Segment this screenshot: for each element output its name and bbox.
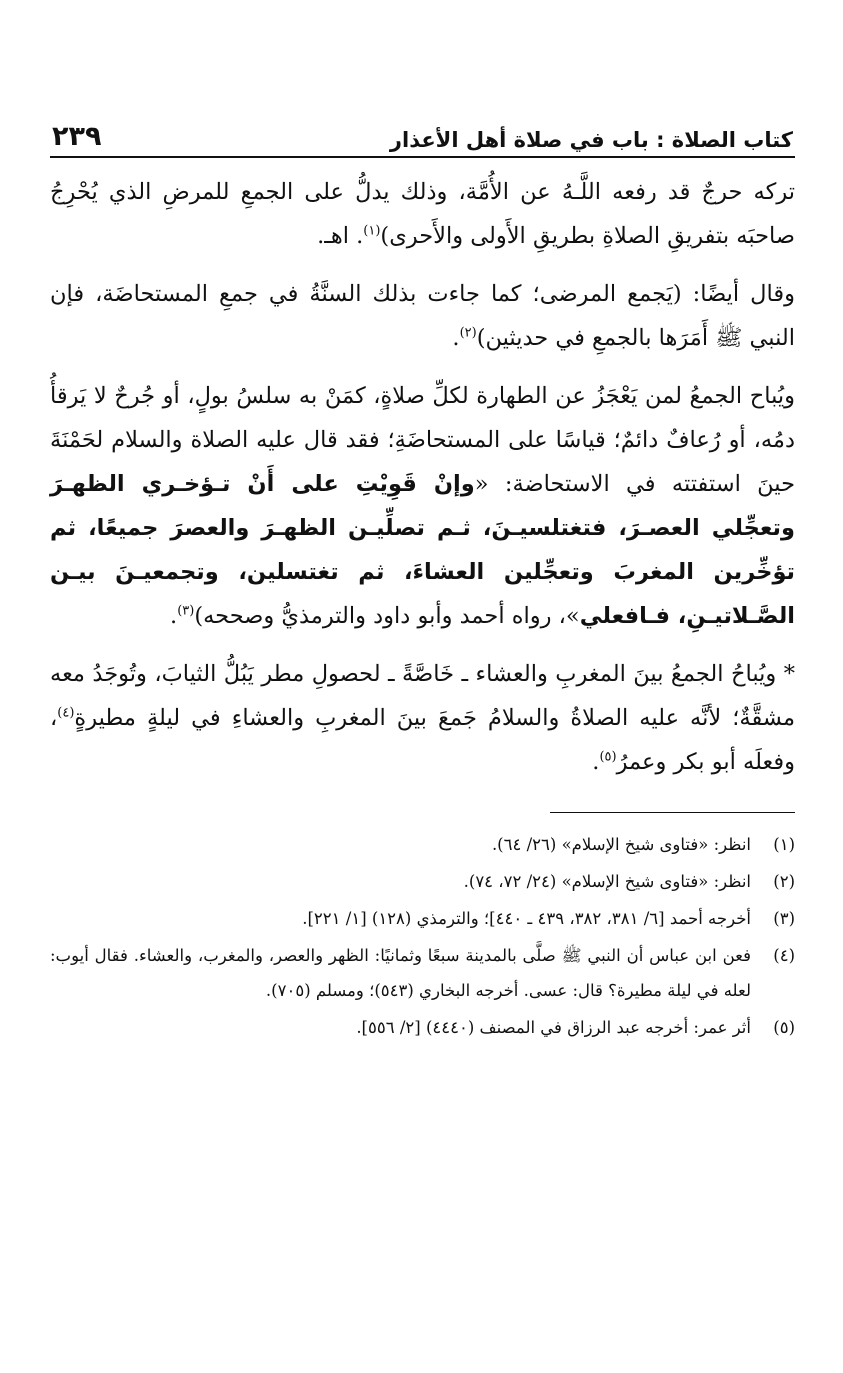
book-page xyxy=(50,108,795,1047)
footnote-number: (٤) xyxy=(773,946,795,965)
footnote-text: أثر عمر: أخرجه عبد الرزاق في المصنف (٤٤٤٠) [٢/ ٥٥٦]. xyxy=(356,1018,751,1037)
text-run: ويُباح الجمعُ لمن يَعْجَزُ عن الطهارة لكلِّ صلاةٍ، كمَنْ به سلسُ بولٍ، أو جُرحٌ لا يَرقأُ دمُه، أو رُعافٌ دائمٌ؛ قياسًا على المستحاضَةِ؛ فقد قال عليه الصلاة والسلام لحَمْنَةَ حينَ استفتته في الاستحاضة: « xyxy=(50,383,795,497)
text-run: . xyxy=(452,325,460,351)
text-run: »، رواه أحمد وأبو داود والترمذيُّ وصححه) xyxy=(194,603,580,629)
running-title: كتاب الصلاة : باب في صلاة أهل الأعذار xyxy=(389,128,793,152)
footnotes xyxy=(50,827,795,1045)
footnote-text: انظر: «فتاوى شيخ الإسلام» (٢٤/ ٧٢، ٧٤). xyxy=(463,872,751,891)
text-run: . اهـ. xyxy=(317,223,364,249)
paragraph xyxy=(50,170,795,258)
footnote xyxy=(50,827,795,862)
footnote-separator xyxy=(550,812,795,813)
main-text xyxy=(50,170,795,784)
footnote-text: أخرجه أحمد [٦/ ٣٨١، ٣٨٢، ٤٣٩ ـ ٤٤٠]؛ والترمذي (١٢٨) [١/ ٢٢١]. xyxy=(302,909,751,928)
footnote-number: (٥) xyxy=(773,1018,795,1037)
footnote-text: فعن ابن عباس أن النبي ﷺ صلَّى بالمدينة سبعًا وثمانيًا: الظهر والعصر، والمغرب، والعشاء. فقال أيوب: لعله في ليلة مطيرة؟ قال: عسى. أخرجه البخاري (٥٤٣)؛ ومسلم (٧٠٥). xyxy=(50,946,751,1000)
paragraph xyxy=(50,272,795,360)
paragraph xyxy=(50,374,795,638)
footnote xyxy=(50,938,795,1008)
footnote-ref: (١) xyxy=(363,223,381,239)
footnote-number: (١) xyxy=(773,835,795,854)
footnote xyxy=(50,901,795,936)
footnote-ref: (٤) xyxy=(57,705,75,721)
footnote xyxy=(50,864,795,899)
text-run: * ويُباحُ الجمعُ بينَ المغربِ والعشاء ـ خَاصَّةً ـ لحصولِ مطر يَبُلُّ الثيابَ، وتُوجَدُ معه مشقَّةٌ؛ لأنَّه عليه الصلاةُ والسلامُ جَمعَ بينَ المغربِ والعشاءِ في ليلةٍ مطيرةٍ xyxy=(50,661,795,731)
footnote-ref: (٢) xyxy=(459,325,477,341)
text-run: ، وفعلَه أبو بكر وعمرُ xyxy=(50,705,795,775)
text-run: . xyxy=(592,749,600,775)
text-run: وقال أيضًا: (يَجمع المرضى؛ كما جاءت بذلك السنَّةُ في جمعِ المستحاضَة، فإن النبي ﷺ أَمَرَها بالجمعِ في حديثين) xyxy=(50,281,795,351)
page-header xyxy=(50,108,795,158)
footnote-text: انظر: «فتاوى شيخ الإسلام» (٢٦/ ٦٤). xyxy=(491,835,751,854)
footnote-number: (٢) xyxy=(773,872,795,891)
text-run: تركه حرجٌ قد رفعه اللَّـهُ عن الأُمَّة، وذلك يدلُّ على الجمعِ للمرضِ الذي يُحْرِجُ صاحبَه بتفريقِ الصلاةِ بطريقِ الأَولى والأَحرى) xyxy=(50,179,795,249)
hadith-quote: وإنْ قَوِيْتِ على أَنْ تـؤخـري الظهـرَ وتعجِّلي العصـرَ، فتغتلسيـنَ، ثـم تصلِّيـن الظهـرَ والعصرَ جميعًا، ثم تؤخِّرين المغربَ وتعجِّلين العشاءَ، ثم تغتسلين، وتجمعيـنَ بيـن الصَّـلاتيـنِ، فـافعلي xyxy=(50,471,795,629)
footnote-number: (٣) xyxy=(773,909,795,928)
page-number: ٢٣٩ xyxy=(52,121,102,152)
footnote-ref: (٥) xyxy=(599,749,617,765)
footnote-ref: (٣) xyxy=(177,603,195,619)
footnote xyxy=(50,1010,795,1045)
paragraph xyxy=(50,652,795,784)
text-run: . xyxy=(170,603,178,629)
